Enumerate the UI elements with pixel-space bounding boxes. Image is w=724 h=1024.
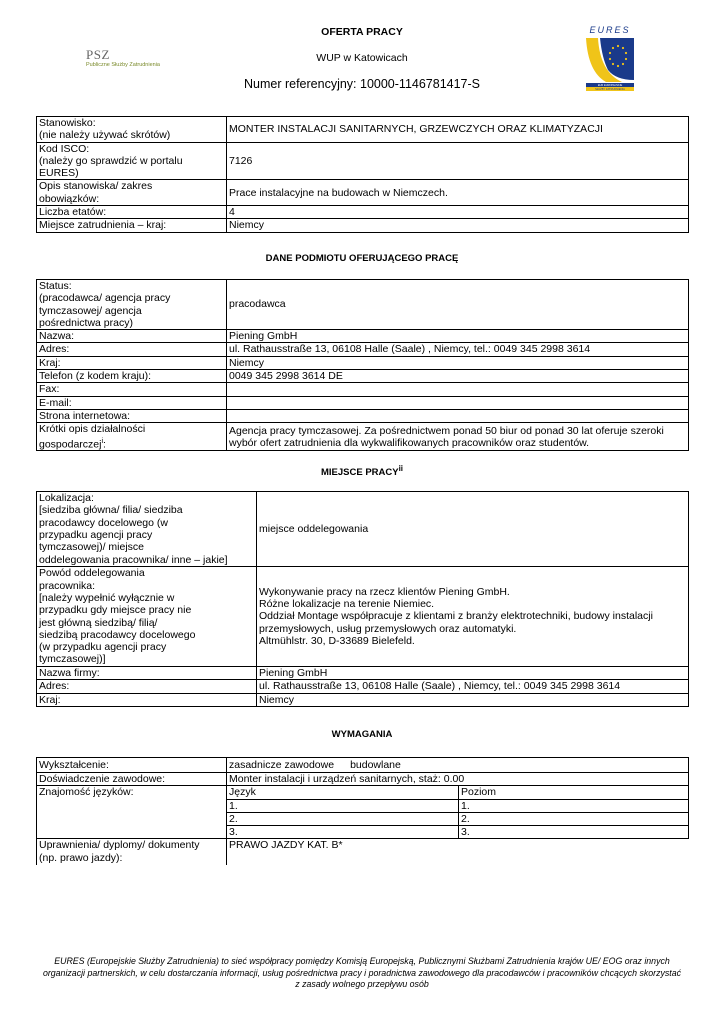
phone-label: Telefon (z kodem kraju): (37, 370, 227, 383)
psz-logo-sub: Publiczne Służby Zatrudnienia (86, 62, 160, 68)
employer-address-label: Adres: (37, 343, 227, 356)
business-description-value: Agencja pracy tymczasowej. Za pośrednictwem ponad 50 biur od ponad 30 lat oferuje szeroki wybór ofert zatrudnienia dla wykwalifikowanych pracowników oraz studentów. (227, 423, 689, 451)
table-row (37, 383, 689, 396)
level-2: 2. (459, 812, 689, 825)
isco-label: Kod ISCO: (należy go sprawdzić w portalu EURES) (37, 142, 227, 180)
table-row (37, 142, 689, 180)
table-row (37, 773, 689, 786)
language-3: 3. (227, 826, 459, 839)
positions-count-value: 4 (227, 206, 689, 219)
table-row (37, 117, 689, 143)
reference-number: Numer referencyjny: 10000-1146781417-S (243, 77, 481, 91)
psz-logo-main: PSZ (86, 47, 110, 62)
workplace-address-label: Adres: (37, 680, 257, 693)
employer-name-value: Piening GmbH (227, 330, 689, 343)
table-row (37, 356, 689, 369)
fax-value (227, 383, 689, 396)
eures-logo-graphic (582, 24, 638, 94)
table-row (37, 206, 689, 219)
eures-logo-text: EURES (589, 25, 631, 35)
employer-country-label: Kraj: (37, 356, 227, 369)
business-description-colon: : (103, 438, 106, 451)
position-title-value: MONTER INSTALACJI SANITARNYCH, GRZEWCZYCH ORAZ KLIMATYZACJI (227, 117, 689, 143)
eures-logo (582, 24, 638, 94)
level-3: 3. (459, 826, 689, 839)
email-label: E-mail: (37, 396, 227, 409)
position-title-label: Stanowisko: (nie należy używać skrótów) (37, 117, 227, 143)
table-row (37, 409, 689, 422)
table-row (37, 492, 689, 567)
level-1: 1. (459, 799, 689, 812)
job-description-value: Prace instalacyjne na budowach w Niemczech. (227, 180, 689, 206)
location-label: Lokalizacja: [siedziba główna/ filia/ siedziba pracodawcy docelowego (w przypadku agencji pracy tymczasowej)/ miejsce oddelegowania pracownika/ inne – jakie] (37, 492, 257, 567)
education-level: zasadnicze zawodowe (229, 758, 335, 771)
position-table (36, 116, 689, 233)
table-row (37, 567, 689, 667)
company-name-value: Piening GmbH (257, 667, 689, 680)
table-row (37, 396, 689, 409)
positions-count-label: Liczba etatów: (37, 206, 227, 219)
education-field: budowlane (350, 758, 401, 771)
secondment-reason-label: Powód oddelegowania pracownika: [należy wypełnić wyłącznie w przypadku gdy miejsce pracy nie jest główną siedzibą/ filią/ siedzibą pracodawcy docelowego (w przypadku agencji pracy tymczasowej)] (37, 567, 257, 667)
work-country-label: Miejsce zatrudnienia – kraj: (37, 219, 227, 232)
status-value: pracodawca (227, 280, 689, 330)
workplace-table (36, 491, 689, 707)
workplace-country-label: Kraj: (37, 693, 257, 706)
secondment-reason-value: Wykonywanie pracy na rzecz klientów Piening GmbH. Różne lokalizacje na terenie Niemiec. Oddział Montage współpracuje z klientami z branży elektrotechniki, budowy instalacji przemysłowych, usług przemysłowych oraz automatyki. Altmühlstr. 30, D-33689 Bielefeld. (257, 567, 689, 667)
work-country-value: Niemcy (227, 219, 689, 232)
company-name-label: Nazwa firmy: (37, 667, 257, 680)
licenses-label: Uprawnienia/ dyplomy/ dokumenty (np. prawo jazdy): (37, 839, 227, 865)
language-1: 1. (227, 799, 459, 812)
table-row (37, 680, 689, 693)
eures-tagline-1: EUR EUROPEJSKIE (597, 84, 623, 88)
education-value (227, 758, 689, 773)
employer-heading: DANE PODMIOTU OFERUJĄCEGO PRACĘ (265, 253, 459, 264)
table-row (37, 786, 689, 799)
page-title: OFERTA PRACY (321, 26, 403, 38)
psz-logo (86, 47, 160, 68)
table-row (37, 423, 689, 451)
requirements-table (36, 757, 689, 865)
table-row (37, 693, 689, 706)
eures-tagline-2: SŁUŻBY ZATRUDNIENIA (595, 88, 625, 92)
employer-table (36, 279, 689, 451)
office-name: WUP w Katowicach (316, 52, 408, 64)
workplace-country-value: Niemcy (257, 693, 689, 706)
website-label: Strona internetowa: (37, 409, 227, 422)
table-row (37, 180, 689, 206)
language-2: 2. (227, 812, 459, 825)
experience-label: Doświadczenie zawodowe: (37, 773, 227, 786)
job-description-label: Opis stanowiska/ zakres obowiązków: (37, 180, 227, 206)
table-row (37, 758, 689, 773)
workplace-heading-text: MIEJSCE PRACY (320, 467, 399, 479)
website-value (227, 409, 689, 422)
table-row (37, 219, 689, 232)
workplace-address-value: ul. Rathausstraße 13, 06108 Halle (Saale) , Niemcy, tel.: 0049 345 2998 3614 (257, 680, 689, 693)
employer-name-label: Nazwa: (37, 330, 227, 343)
table-row (37, 343, 689, 356)
fax-label: Fax: (37, 383, 227, 396)
table-row (37, 667, 689, 680)
table-row (37, 839, 689, 865)
table-row (37, 370, 689, 383)
experience-value: Monter instalacji i urządzeń sanitarnych, staż: 0.00 (227, 773, 689, 786)
employer-address-value: ul. Rathausstraße 13, 06108 Halle (Saale) , Niemcy, tel.: 0049 345 2998 3614 (227, 343, 689, 356)
workplace-heading (0, 464, 724, 478)
location-value: miejsce oddelegowania (257, 492, 689, 567)
licenses-value: PRAWO JAZDY KAT. B* (227, 839, 689, 865)
employer-country-value: Niemcy (227, 356, 689, 369)
footnote-marker-ii: ii (398, 464, 404, 473)
phone-value: 0049 345 2998 3614 DE (227, 370, 689, 383)
business-description-label (37, 423, 227, 451)
languages-label: Znajomość języków: (37, 786, 227, 839)
requirements-heading: WYMAGANIA (331, 729, 393, 740)
table-row (37, 280, 689, 330)
status-label: Status: (pracodawca/ agencja pracy tymczasowej/ agencja pośrednictwa pracy) (37, 280, 227, 330)
footnote-marker-i: i (101, 437, 104, 445)
education-label: Wykształcenie: (37, 758, 227, 773)
isco-value: 7126 (227, 142, 689, 180)
language-header: Język (227, 786, 459, 799)
business-description-label-text: Krótki opis działalności gospodarczej (39, 423, 146, 451)
footer-text: EURES (Europejskie Służby Zatrudnienia) to sieć współpracy pomiędzy Komisją Europejską, Publicznymi Służbami Zatrudnienia krajów UE/ EOG oraz innych organizacji partnerskich, w celu dostarczania informacji, usług pośrednictwa pracy i poradnictwa zawodowego dla pracodawców i pracowników chcących skorzystać z zasady wolnego przepływu osób (42, 956, 682, 989)
level-header: Poziom (459, 786, 689, 799)
email-value (227, 396, 689, 409)
table-row (37, 330, 689, 343)
